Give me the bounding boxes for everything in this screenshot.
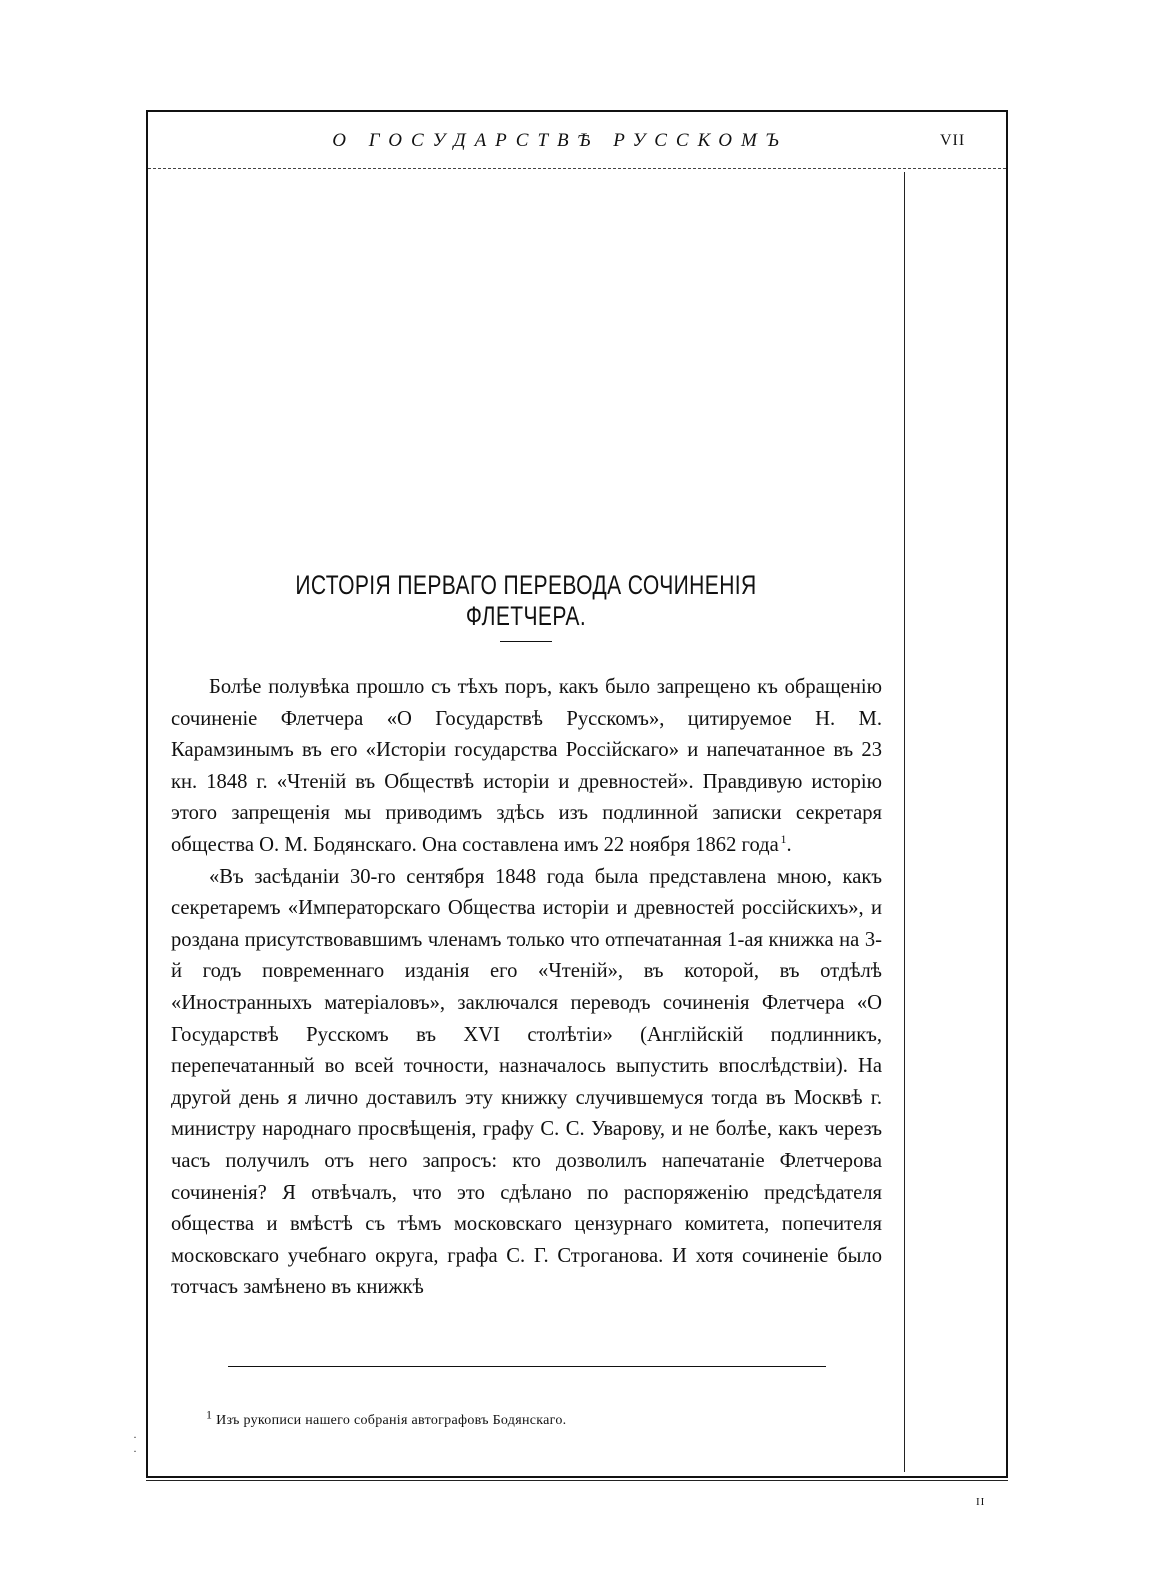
margin-rule — [904, 172, 905, 1472]
paragraph — [171, 862, 882, 1304]
paragraph-text: «Въ засѣданіи 30-го сентября 1848 года была представлена мною, какъ секретаремъ «Императорскаго Общества исторіи и древностей россійскихъ», и роздана присутствовавшимъ членамъ только что отпечатанная 1-ая книжка на 3-й годъ повременнаго изданія его «Чтеній», въ которой, въ отдѣлѣ «Иностранныхъ матеріаловъ», заключался переводъ сочиненія Флетчера «О Государствѣ Русскомъ въ XVI столѣтіи» (Англійскій подлинникъ, перепечатанный во всей точности, назначалось выпустить впослѣдствіи). На другой день я лично доставилъ эту книжку случившемуся тогда въ Москвѣ г. министру народнаго просвѣщенія, графу С. С. Уварову, и не болѣе, какъ черезъ часъ получилъ отъ него запросъ: кто дозволилъ напечатаніе Флетчерова сочиненія? Я отвѣчалъ, что это сдѣлано по распоряженію предсѣдателя общества и вмѣстѣ съ тѣмъ московскаго цензурнаго комитета, попечителя московскаго учебнаго округа, графа С. Г. Строганова. И хотя сочиненіе было тотчасъ замѣнено въ книжкѣ — [171, 865, 882, 1299]
page-number: VII — [940, 132, 966, 149]
page-frame-double-rule — [146, 1480, 1008, 1481]
footnote — [206, 1407, 567, 1429]
signature-mark: II — [976, 1496, 986, 1508]
paragraph-end: . — [786, 833, 792, 856]
paragraph — [171, 672, 882, 862]
header-rule — [148, 168, 1006, 169]
footnote-marker: 1 — [206, 1407, 213, 1422]
title-rule — [500, 641, 552, 642]
margin-mark: · · — [133, 1430, 137, 1458]
footnote-reference: 1 — [780, 832, 787, 847]
running-title: О ГОСУДАРСТВѢ РУССКОМЪ — [332, 130, 788, 151]
chapter-title: ИСТОРІЯ ПЕРВАГО ПЕРЕВОДА СОЧИНЕНІЯ ФЛЕТЧЕРА. — [295, 570, 757, 631]
footnote-text: Изъ рукописи нашего собранія автографовъ Бодянскаго. — [216, 1413, 567, 1428]
paragraph-text: Болѣе полувѣка прошло съ тѣхъ поръ, какъ было запрещено къ обращенію сочиненіе Флетчера «О Государствѣ Русскомъ», цитируемое Н. М. Карамзинымъ въ его «Исторіи государства Россійскаго» и напечатанное въ 23 кн. 1848 г. «Чтеній въ Обществѣ исторіи и древностей». Правдивую исторію этого запрещенія мы приводимъ здѣсь изъ подлинной записки секретаря общества О. М. Бодянскаго. Она составлена имъ 22 ноября 1862 года — [171, 676, 882, 856]
footnote-rule — [228, 1366, 826, 1367]
body-text — [171, 672, 882, 1304]
